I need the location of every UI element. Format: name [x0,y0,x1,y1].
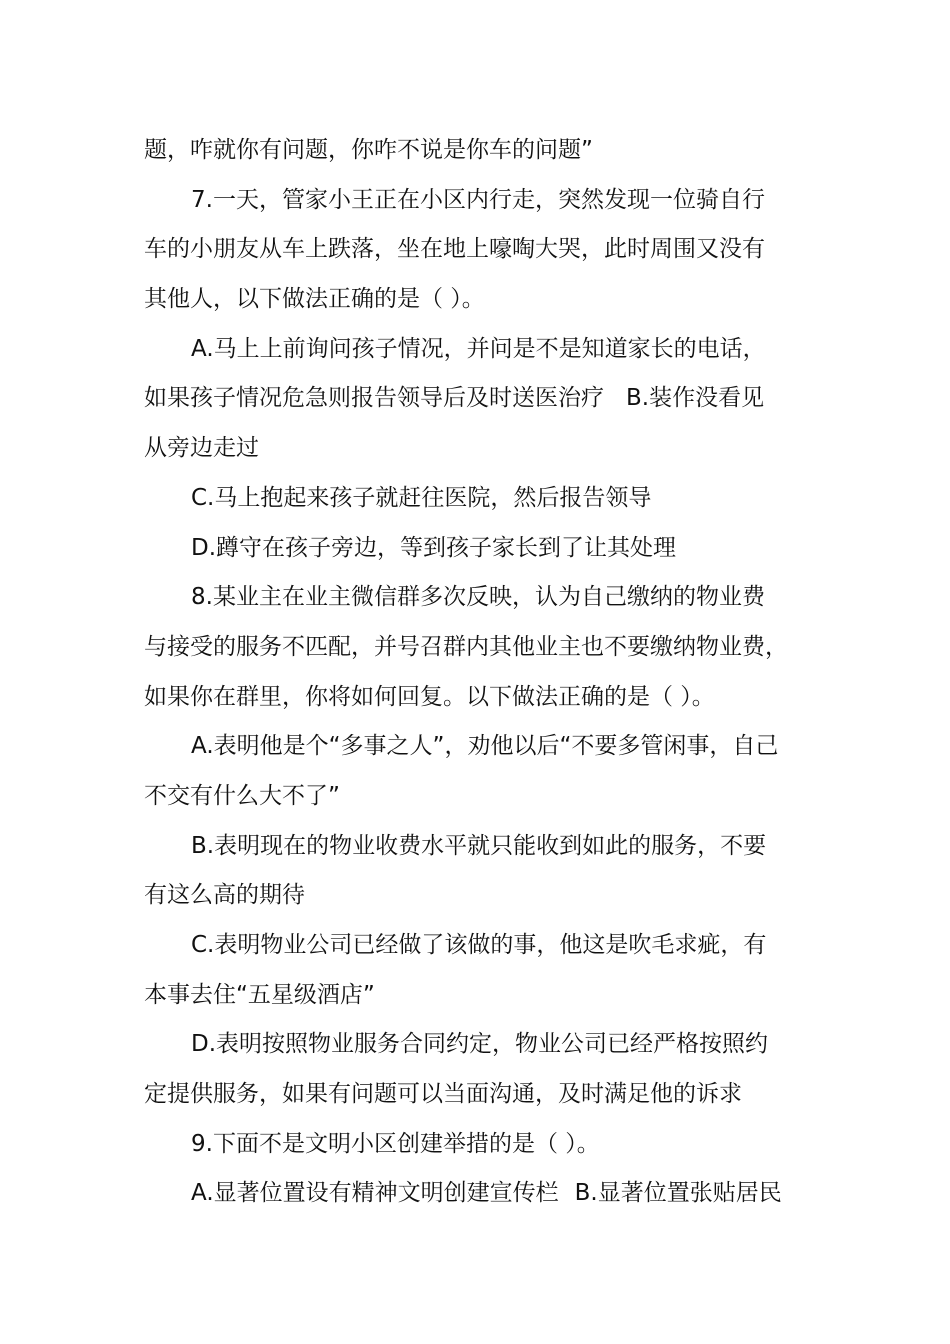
text-line: 与接受的服务不匹配，并号召群内其他业主也不要缴纳物业费， [144,633,788,660]
text-line: 车的小朋友从车上跌落，坐在地上嚎啕大哭，此时周围又没有 [144,236,765,263]
question-7-option-c: C.马上抱起来孩子就赶往医院，然后报告领导 [191,484,652,511]
text-line: 如果你在群里，你将如何回复。以下做法正确的是（ ）。 [144,683,715,710]
question-9-option-a: A.显著位置设有精神文明创建宣传栏 [191,1180,559,1207]
question-7-option-d: D.蹲守在孩子旁边，等到孩子家长到了让其处理 [191,534,677,561]
question-8-option-c: C.表明物业公司已经做了该做的事，他这是吹毛求疵，有 [191,932,767,958]
text-line: 不交有什么大不了” [144,782,340,809]
text-line: 从旁边走过 [144,435,259,462]
text-line [144,374,834,424]
text-line: 其他人，以下做法正确的是（ ）。 [144,286,485,313]
document-body [144,126,834,1219]
text-line: 本事去住“五星级酒店” [144,981,375,1008]
text-line: 题，咋就你有问题，你咋不说是你车的问题” [144,137,593,163]
question-7-option-a: A.马上上前询问孩子情况，并问是不是知道家长的电话， [191,335,766,362]
text-line: 定提供服务，如果有问题可以当面沟通，及时满足他的诉求 [144,1081,742,1108]
question-7-option-b: B.装作没看见 [626,385,765,412]
question-8-option-d: D.表明按照物业服务合同约定，物业公司已经严格按照约 [191,1031,769,1058]
question-9-option-b: B.显著位置张贴居民 [574,1180,782,1207]
question-7-option-a-cont: 如果孩子情况危急则报告领导后及时送医治疗 [144,385,604,412]
question-8-option-b: B.表明现在的物业收费水平就只能收到如此的服务，不要 [191,832,767,859]
question-7-stem: 7.一天，管家小王正在小区内行走，突然发现一位骑自行 [191,186,765,213]
question-8-stem: 8.某业主在业主微信群多次反映，认为自己缴纳的物业费 [191,584,765,611]
text-line: 有这么高的期待 [144,882,305,909]
question-9-stem: 9.下面不是文明小区创建举措的是（ ）。 [191,1130,600,1157]
question-8-option-a: A.表明他是个“多事之人”，劝他以后“不要多管闲事，自己 [191,733,779,760]
text-line [144,1169,834,1219]
